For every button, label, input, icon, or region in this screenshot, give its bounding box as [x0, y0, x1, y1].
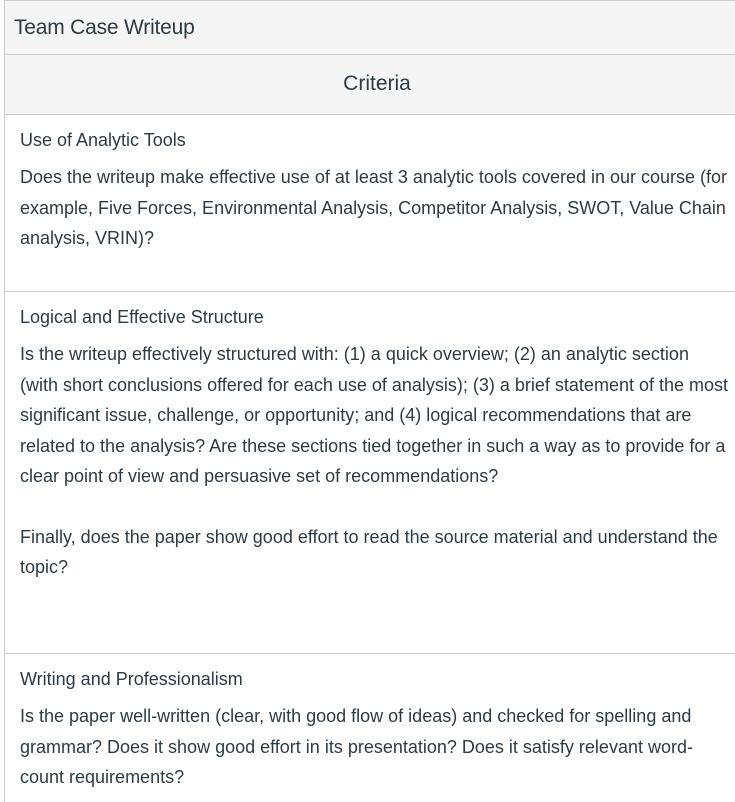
criterion-row-writing — [5, 654, 735, 802]
criterion-row-structure — [5, 292, 735, 654]
criterion-description: Is the paper well-written (clear, with good flow of ideas) and checked for spelling and grammar? Does it show good effort in its presentation? Does it satisfy relevant word-count requirements? — [20, 706, 693, 787]
criterion-row-analytic-tools — [5, 115, 735, 292]
rubric-title: Team Case Writeup — [5, 1, 735, 55]
criterion-title: Use of Analytic Tools — [20, 130, 186, 150]
rubric-table — [4, 0, 735, 802]
criterion-description: Does the writeup make effective use of at least 3 analytic tools covered in our course (for example, Five Forces, Environmental Analysis, Competitor Analysis, SWOT, Value Chain analysis, VRIN)? — [20, 167, 728, 248]
criterion-title: Writing and Professionalism — [20, 669, 243, 689]
criteria-column-header: Criteria — [5, 55, 735, 115]
criterion-description: Is the writeup effectively structured with: (1) a quick overview; (2) an analytic section (with short conclusions offered for each use of analysis); (3) a brief statement of the most significant issue, challenge, or opportunity; and (4) logical recommendations that are related to the analysis? Are these sections tied together in such a way as to provide for a clear point of view and persuasive set of recommendations? — [20, 344, 729, 486]
criterion-description-followup: Finally, does the paper show good effort to read the source material and understand the topic? — [20, 526, 718, 577]
criterion-title: Logical and Effective Structure — [20, 307, 264, 327]
